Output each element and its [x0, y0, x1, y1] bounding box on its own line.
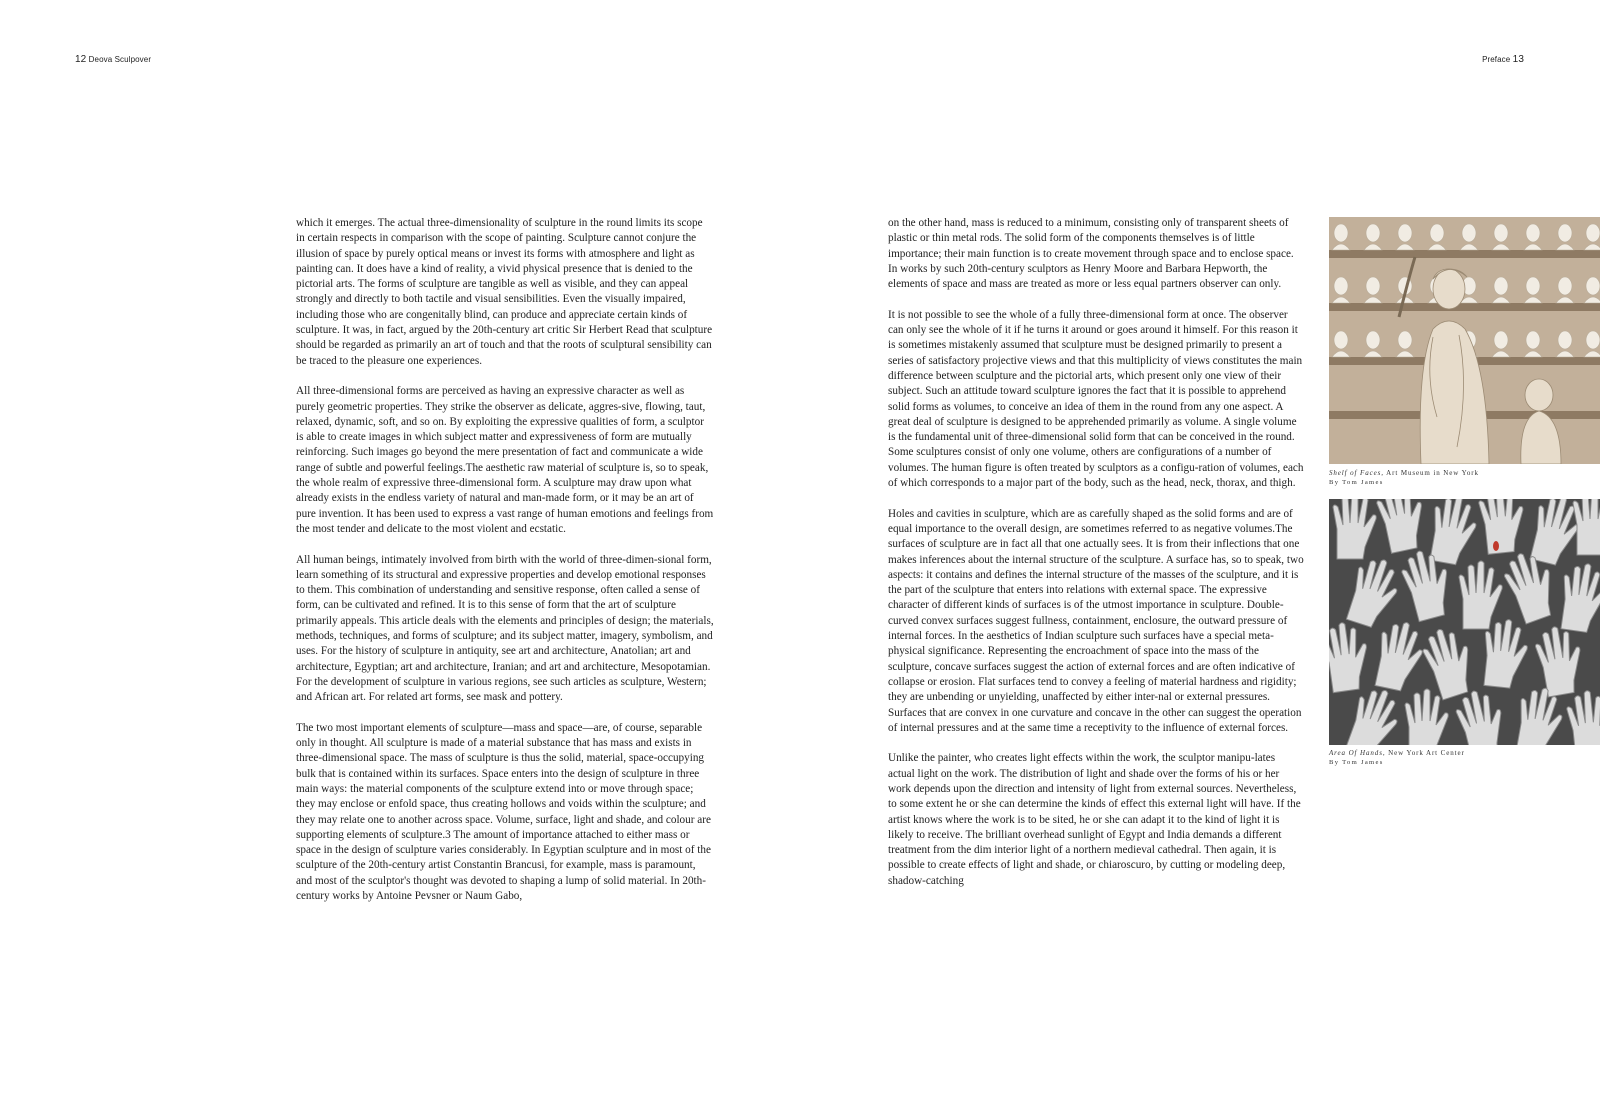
paragraph: All three-dimensional forms are perceived as having an expressive character as well as purely geometric properties. They strike the observer as delicate, aggres-sive, flowing, taut, relaxed, dynamic, soft, and so on. By exploiting the expressive qualities of form, a sculptor is able to create images in which subject matter and expressiveness of form are mutually reinforcing. Such images go beyond the mere presentation of fact and communicate a wide range of subtle and powerful feelings.The aesthetic raw material of sculpture is, so to speak, the whole realm of expressive three-dimensional form. A sculpture may draw upon what already exists in the endless variety of natural and man-made form, or it may be an art of pure invention. It has been used to express a vast range of human emotions and feelings from the most tender and delicate to the most violent and ecstatic.: [296, 385, 714, 535]
paragraph: The two most important elements of sculpture—mass and space—are, of course, separable only in thought. All sculpture is made of a material substance that has mass and exists in three-dimensional space. The mass of sculpture is thus the solid, material, space-occupying bulk that is contained within its surfaces. Space enters into the design of sculpture in three main ways: the material components of the sculpture extend into or move through space; they may enclose or enfold space, thus creating hollows and voids within the sculpture; and they may relate one to another across space. Volume, surface, light and shade, and colour are supporting elements of sculpture.3 The amount of importance attached to either mass or space in the design of sculpture varies considerably. In Egyptian sculpture and in most of the sculpture of the 20th-century artist Constantin Brancusi, for example, mass is paramount, and most of the sculptor's thought was devoted to shaping a lump of solid material. In 20th-century works by Antoine Pevsner or Naum Gabo,: [296, 721, 711, 903]
right-page-number: 13: [1512, 54, 1524, 65]
right-running-title: Preface: [1482, 55, 1511, 64]
caption-location: New York Art Center: [1388, 749, 1465, 757]
caption-credit: By Tom James: [1329, 759, 1384, 766]
area-of-hands-caption: [1329, 749, 1600, 767]
left-running-title: Deova Sculpover: [88, 55, 152, 64]
paragraph: which it emerges. The actual three-dimensionality of sculpture in the round limits its scope in certain respects in comparison with the scope of painting. Sculpture cannot conjure the illusion of space by purely optical means or invest its forms with atmosphere and light as painting can. It does have a kind of reality, a vivid physical presence that is denied to the pictorial arts. The forms of sculpture are tangible as well as visible, and they can appeal strongly and directly to both tactile and visual sensibilities. Even the visually impaired, including those who are congenitally blind, can produce and appreciate certain kinds of sculpture. It was, in fact, argued by the 20th-century art critic Sir Herbert Read that sculpture should be regarded as primarily an art of touch and that the roots of sculptural sensibility can be traced to the pleasure one experiences.: [296, 217, 713, 367]
caption-title: Shelf of Faces,: [1329, 469, 1384, 477]
left-running-head: [75, 54, 151, 65]
left-text-column: [296, 216, 714, 920]
left-page-number: 12: [75, 54, 87, 65]
paragraph: on the other hand, mass is reduced to a minimum, consisting only of transparent sheets of plastic or thin metal rods. The solid form of the components themselves is of little importance; their main function is to create movement through space and to enclose space. In works by such 20th-century sculptors as Henry Moore and Barbara Hepworth, the elements of space and mass are treated as more or less equal partners observer can only.: [888, 217, 1294, 291]
right-text-column: [888, 216, 1304, 904]
caption-title: Area Of Hands,: [1329, 749, 1386, 757]
shelf-of-faces-photo: [1329, 217, 1600, 464]
caption-credit: By Tom James: [1329, 479, 1384, 486]
right-running-head: [1482, 54, 1524, 65]
paragraph: It is not possible to see the whole of a fully three-dimensional form at once. The observer can only see the whole of it if he turns it around or goes around it himself. For this reason it is sometimes mistakenly assumed that sculpture must be designed primarily to present a series of satisfactory projective views and that this multiplicity of views constitutes the main difference between sculpture and the pictorial arts, which present only one view of their subject. Such an attitude toward sculpture ignores the fact that it is possible to apprehend solid forms as volumes, to conceive an idea of them in the round from any one aspect. A great deal of sculpture is designed to be apprehended primarily as volume. A single volume is the fundamental unit of three-dimensional solid form that can be conceived in the round. Some sculptures consist of only one volume, others are configurations of a number of volumes. The human figure is often treated by sculptors as a configu-ration of volumes, each of which corresponds to a major part of the body, such as the head, neck, thorax, and thigh.: [888, 308, 1304, 490]
caption-location: Art Museum in New York: [1386, 469, 1479, 477]
paragraph: Unlike the painter, who creates light effects within the work, the sculptor manipu-lates actual light on the work. The distribution of light and shade over the forms of his or her work depends upon the direction and intensity of light from external sources. Nevertheless, to some extent he or she can determine the kinds of effect this external light will have. If the artist knows where the work is to be sited, he or she can adapt it to the kind of light it is likely to receive. The brilliant overhead sunlight of Egypt and India demands a different treatment from the dim interior light of a northern medieval cathedral. Then again, it is possible to create effects of light and shade, or chiaroscuro, by cutting or modeling deep, shadow-catching: [888, 752, 1301, 887]
shelf-of-faces-caption: [1329, 469, 1600, 487]
paragraph: All human beings, intimately involved from birth with the world of three-dimen-sional form, learn something of its structural and expressive properties and develop emotional responses to them. This combination of understanding and sensitive response, often called a sense of form, can be cultivated and refined. It is to this sense of form that the art of sculpture primarily appeals. This article deals with the elements and principles of design; the materials, methods, techniques, and forms of sculpture; and its subject matter, imagery, symbolism, and uses. For the history of sculpture in antiquity, see art and architecture, Anatolian; art and architecture, Egyptian; art and architecture, Iranian; and art and architecture, Mesopotamian. For the development of sculpture in various regions, see such articles as sculpture, Western; and African art. For related art forms, see mask and pottery.: [296, 553, 714, 704]
paragraph: Holes and cavities in sculpture, which are as carefully shaped as the solid forms and are of equal importance to the overall design, are sometimes referred to as negative volumes.The surfaces of sculpture are in fact all that one actually sees. It is from their inflections that one makes inferences about the internal structure of the sculpture. A surface has, so to speak, two aspects: it contains and defines the internal structure of the masses of the sculpture, and it is the part of the sculpture that enters into relations with external space. The expressive character of different kinds of surfaces is of the utmost importance in sculpture. Double-curved convex surfaces suggest fullness, containment, enclosure, the outward pressure of internal forces. In the aesthetics of Indian sculpture such surfaces have a special meta-physical significance. Representing the encroachment of space into the mass of the sculpture, concave surfaces suggest the action of external forces and are often indicative of collapse or erosion. Flat surfaces tend to convey a feeling of material hardness and rigidity; they are unbending or unyielding, unaffected by either inter-nal or external pressures. Surfaces that are convex in one curvature and concave in the other can suggest the operation of internal pressures and at the same time a receptivity to the influence of external forces.: [888, 507, 1304, 734]
area-of-hands-photo: [1329, 499, 1600, 745]
